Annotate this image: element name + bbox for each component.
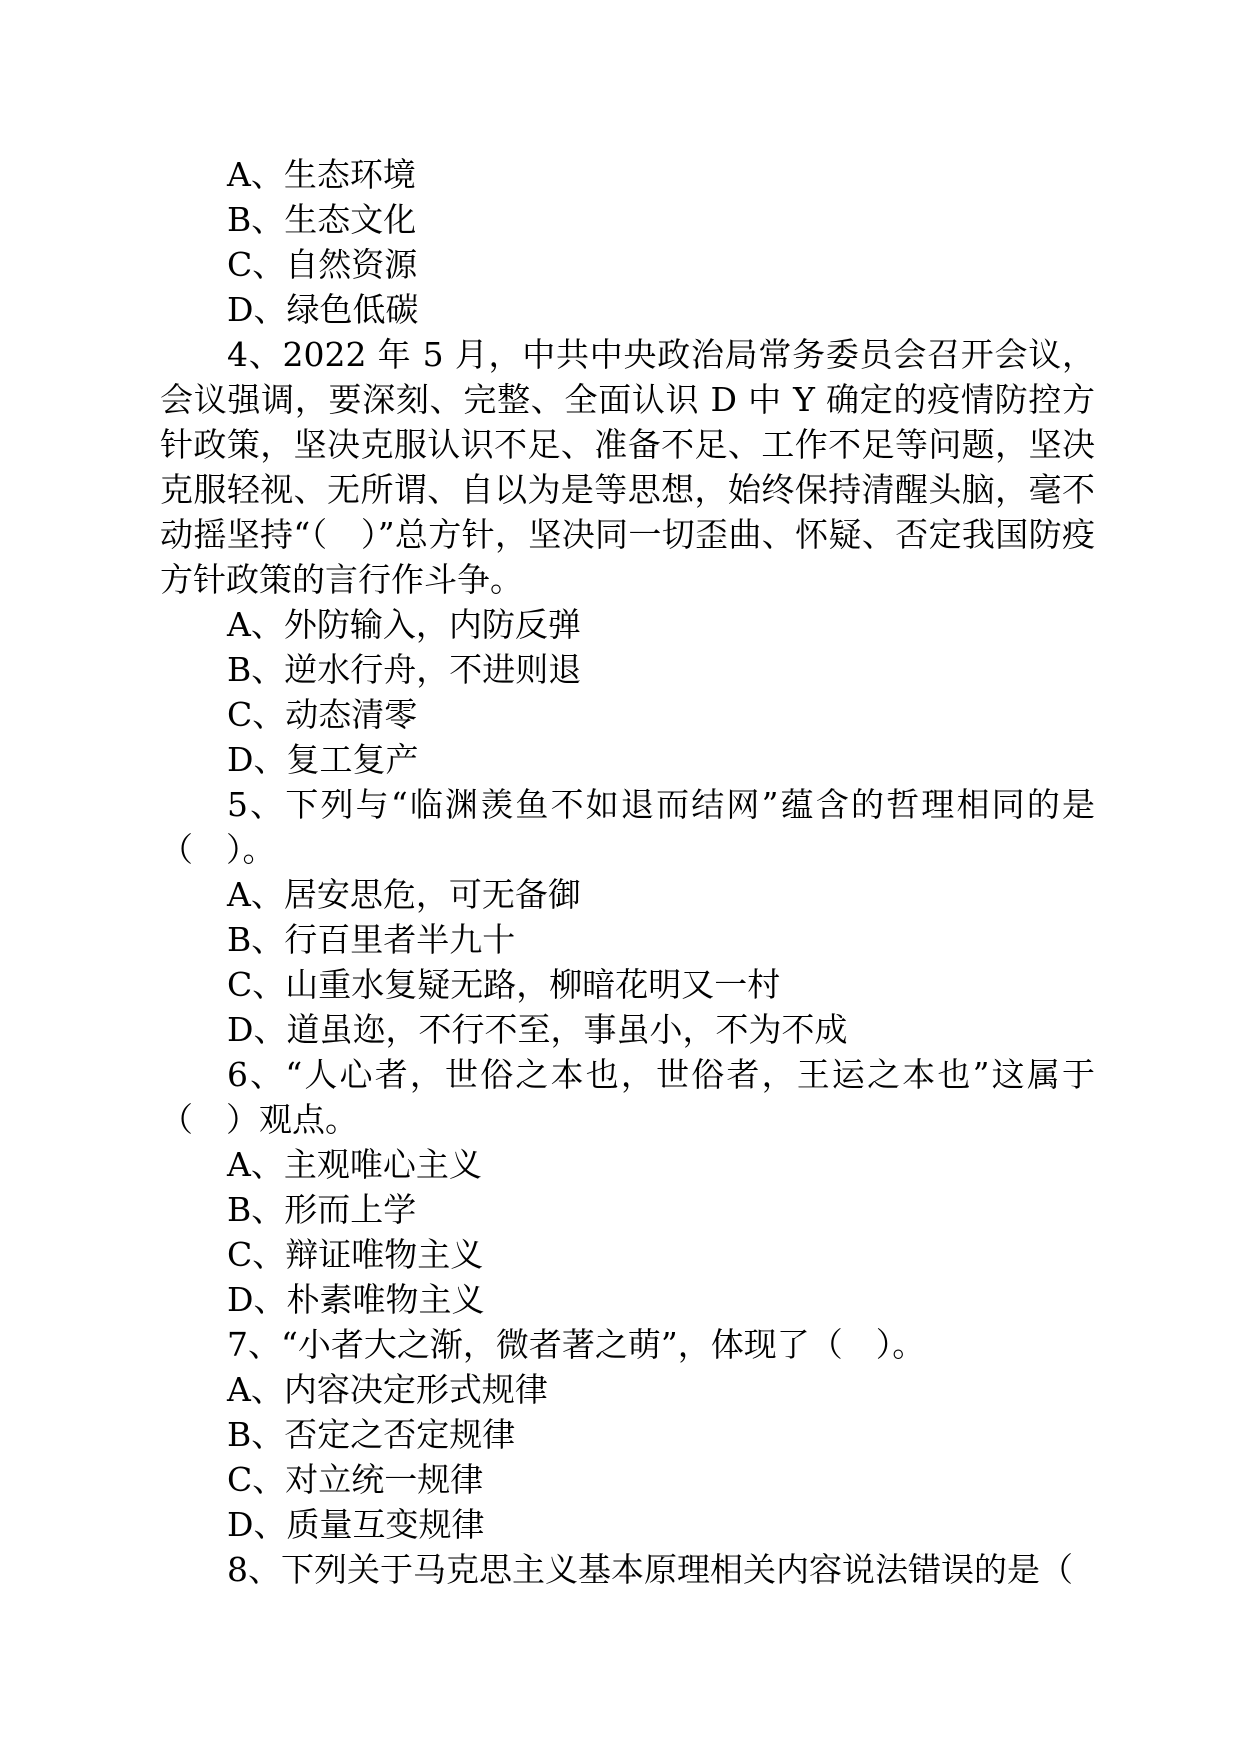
q3-option-c: C、自然资源 [227,245,418,284]
q6-option-d: D、朴素唯物主义 [227,1280,485,1319]
q4-stem: 4、2022 年 5 月，中共中央政治局常务委员会召开会议，会议强调，要深刻、完整、全面认识 D 中 Y 确定的疫情防控方针政策，坚决克服认识不足、准备不足、工作不足等问题，坚决克服轻视、无所谓、自以为是等思想，始终保持清醒头脑，毫不动摇坚持“（ ）”总方针，坚决同一切歪曲、怀疑、否定我国防疫方针政策的言行作斗争。 [160,335,1095,599]
q5-option-d: D、道虽迩，不行不至，事虽小，不为不成 [227,1010,848,1049]
q6-stem: 6、“人心者，世俗之本也，世俗者，王运之本也”这属于（ ）观点。 [160,1055,1095,1139]
q5-option-b: B、行百里者半九十 [227,920,516,959]
q6-option-a: A、主观唯心主义 [227,1145,482,1184]
q7-option-c: C、对立统一规律 [227,1460,484,1499]
q6-option-c: C、辩证唯物主义 [227,1235,484,1274]
q5-stem: 5、下列与“临渊羡鱼不如退而结网”蕴含的哲理相同的是（ ）。 [160,785,1095,869]
q3-option-a: A、生态环境 [227,155,416,194]
q7-stem: 7、“小者大之渐，微者著之萌”，体现了（ ）。 [227,1325,926,1364]
q4-option-a: A、外防输入，内防反弹 [227,605,581,644]
q3-option-d: D、绿色低碳 [227,290,419,329]
q4-option-b: B、逆水行舟，不进则退 [227,650,582,689]
q5-option-a: A、居安思危，可无备御 [227,875,581,914]
q4-option-d: D、复工复产 [227,740,419,779]
q7-option-d: D、质量互变规律 [227,1505,485,1544]
q4-option-c: C、动态清零 [227,695,418,734]
document-page [160,152,1095,1592]
q3-option-b: B、生态文化 [227,200,417,239]
q7-option-b: B、否定之否定规律 [227,1415,516,1454]
q6-option-b: B、形而上学 [227,1190,417,1229]
q8-stem: 8、下列关于马克思主义基本原理相关内容说法错误的是（ [227,1550,1073,1589]
q7-option-a: A、内容决定形式规律 [227,1370,548,1409]
q5-option-c: C、山重水复疑无路，柳暗花明又一村 [227,965,781,1004]
